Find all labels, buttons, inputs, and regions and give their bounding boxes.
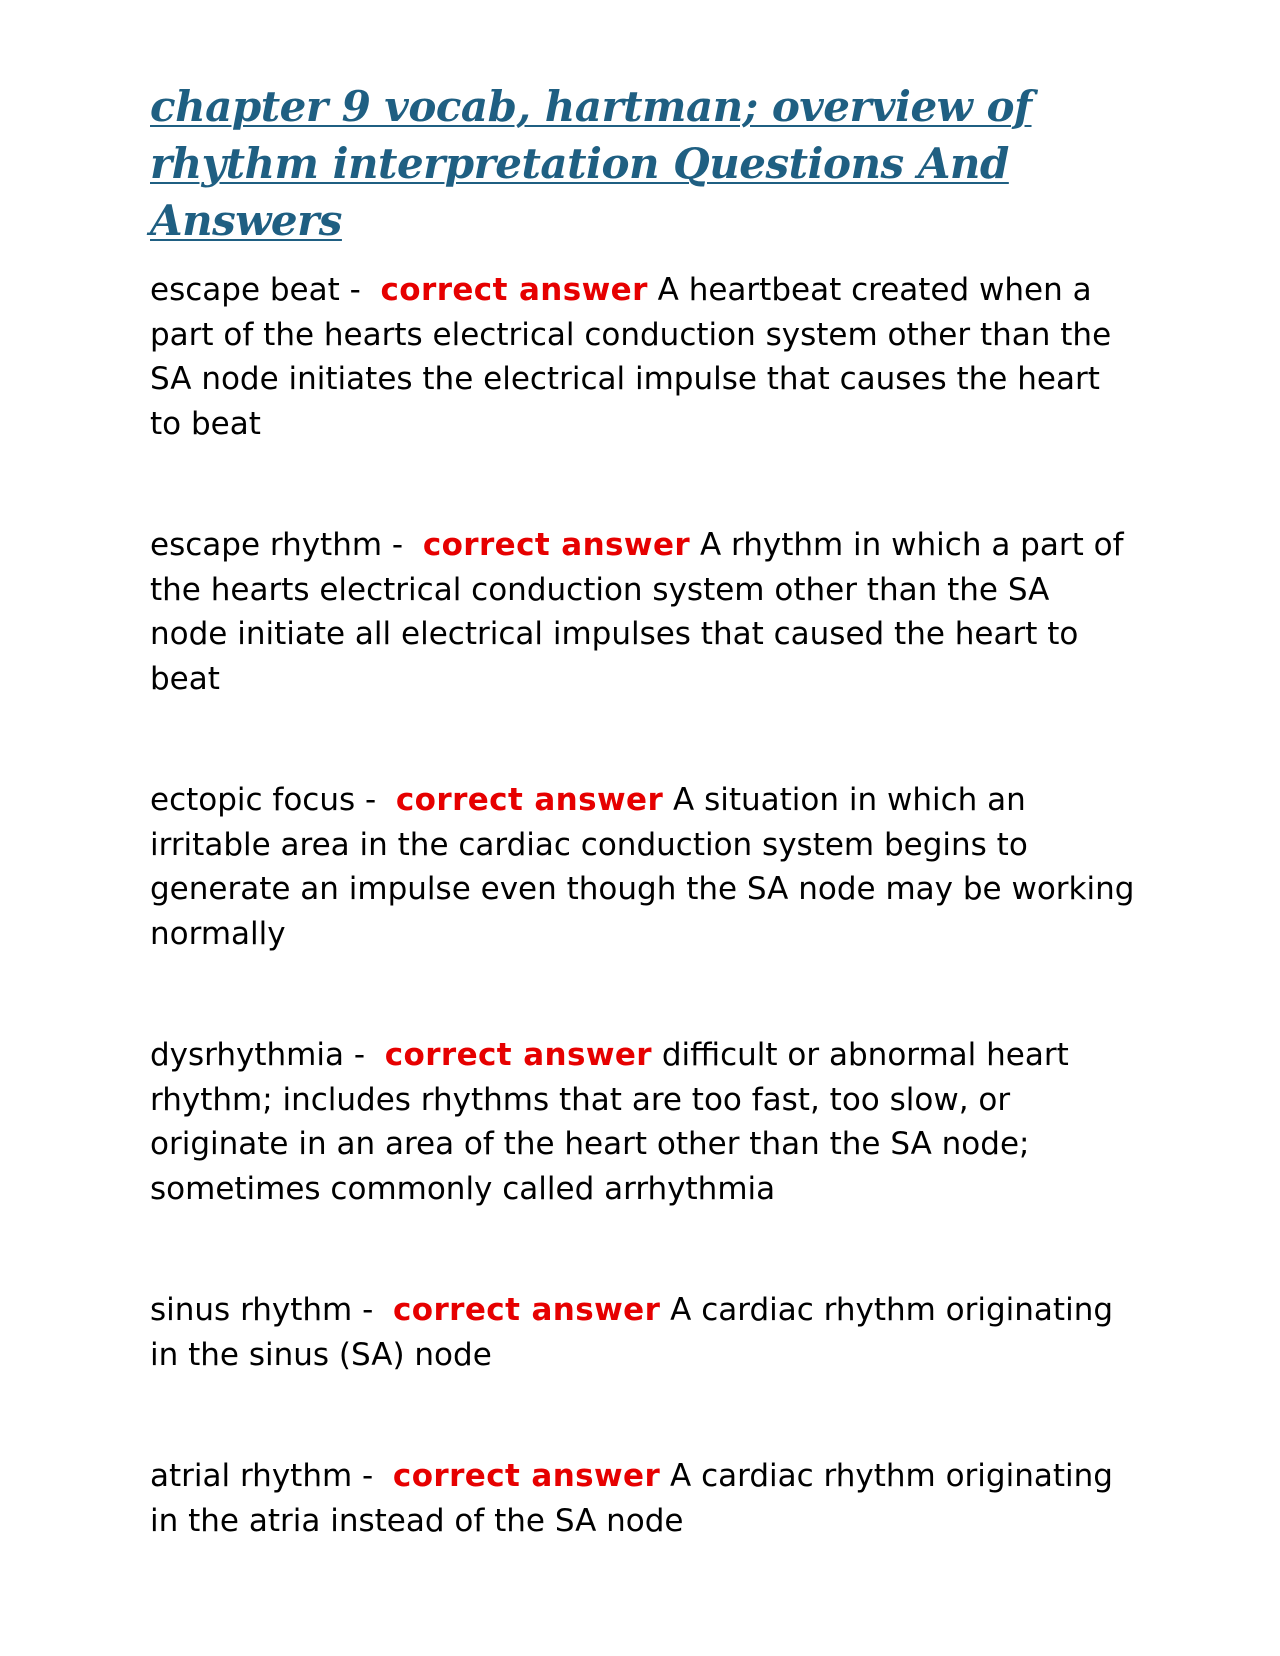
term-separator: - — [352, 1292, 394, 1328]
vocab-term: escape rhythm — [150, 527, 383, 563]
vocab-entry — [150, 268, 1135, 446]
vocab-definition: difficult or abnormal heart rhythm; includes rhythms that are too fast, too slow, or originate in an area of the heart other than the SA node; sometimes commonly called arrhythmia — [150, 1037, 1069, 1207]
correct-answer-label: correct answer — [384, 1037, 652, 1073]
term-separator: - — [382, 527, 423, 563]
vocab-term: dysrhythmia — [150, 1037, 344, 1073]
vocab-term: ectopic focus — [150, 782, 356, 818]
vocab-entry — [150, 1288, 1135, 1377]
document-title: chapter 9 vocab, hartman; overview of rhythm interpretation Questions And Answers — [150, 82, 1032, 245]
correct-answer-label: correct answer — [392, 1458, 661, 1494]
vocab-entry — [150, 1454, 1135, 1543]
correct-answer-label: correct answer — [380, 272, 648, 308]
correct-answer-label: correct answer — [393, 1292, 661, 1328]
vocab-definition: A situation in which an irritable area in the cardiac conduction system begins to generate an impulse even though the SA node may be working normally — [150, 782, 1135, 952]
term-separator: - — [339, 272, 381, 308]
vocab-term: sinus rhythm — [150, 1292, 353, 1328]
term-separator: - — [355, 782, 396, 818]
vocab-term: atrial rhythm — [150, 1458, 353, 1494]
vocab-entry — [150, 1033, 1135, 1211]
vocab-entry — [150, 523, 1135, 701]
term-separator: - — [352, 1458, 393, 1494]
vocab-definition: A heartbeat created when a part of the hearts electrical conduction system other than the SA node initiates the electrical impulse that causes the heart to beat — [150, 272, 1112, 442]
vocab-list — [150, 268, 1135, 1543]
correct-answer-label: correct answer — [395, 782, 664, 818]
document-page — [150, 78, 1135, 1543]
vocab-definition: A cardiac rhythm originating in the atria instead of the SA node — [150, 1458, 1113, 1539]
vocab-term: escape beat — [150, 272, 340, 308]
vocab-definition: A rhythm in which a part of the hearts electrical conduction system other than the SA node initiate all electrical impulses that caused the heart to beat — [150, 527, 1124, 697]
vocab-entry — [150, 778, 1135, 956]
vocab-definition: A cardiac rhythm originating in the sinus (SA) node — [150, 1292, 1114, 1373]
correct-answer-label: correct answer — [422, 527, 691, 563]
term-separator: - — [343, 1037, 385, 1073]
